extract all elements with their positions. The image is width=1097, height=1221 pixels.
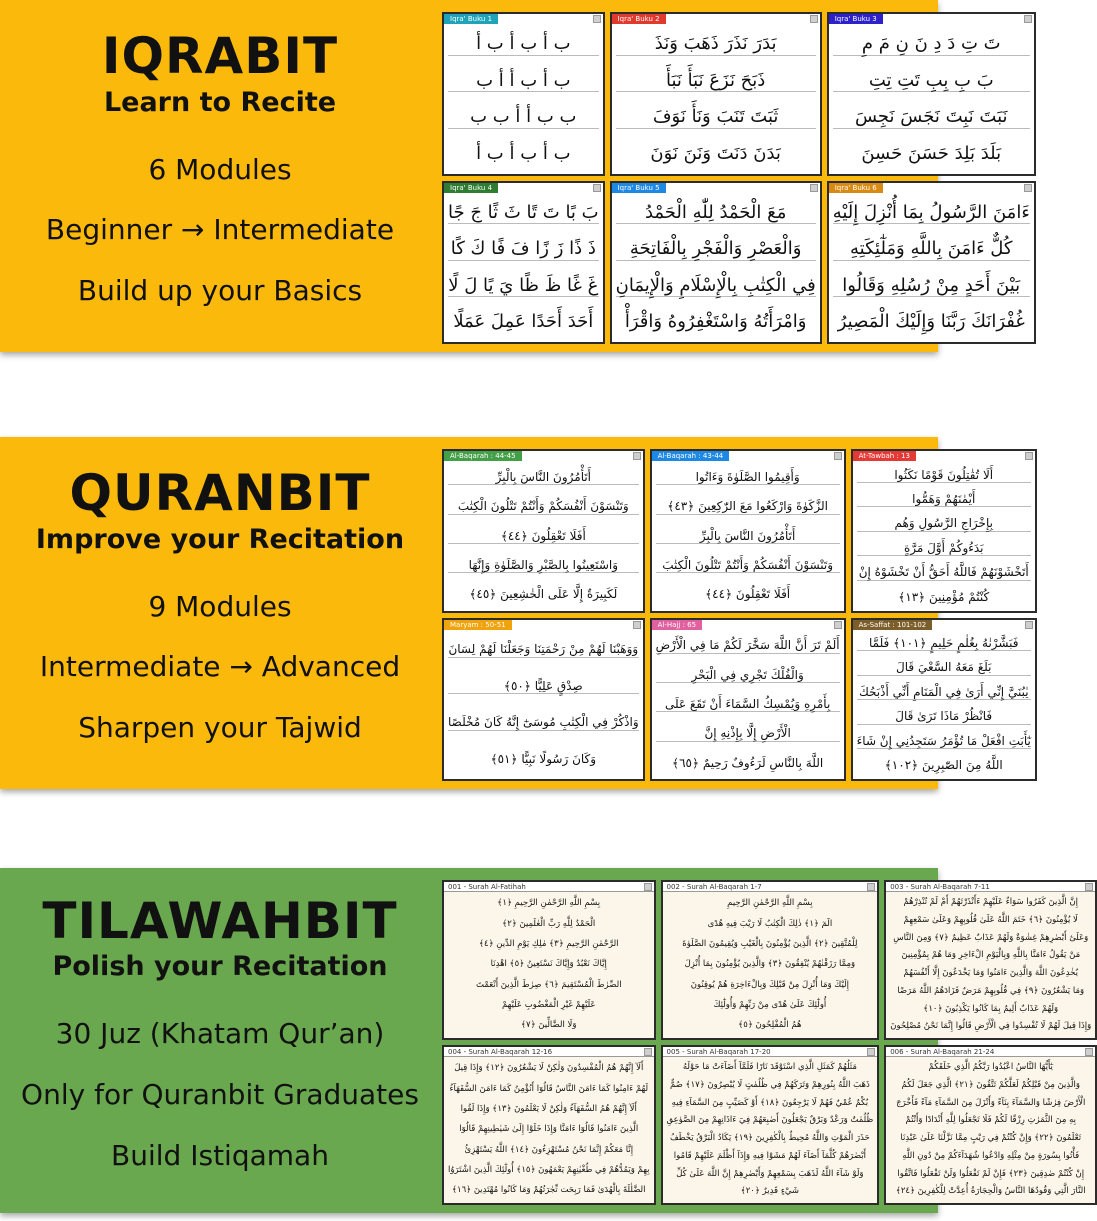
- quranbit-card[interactable]: [851, 449, 1037, 613]
- text-line: الَّذِينَ ءَامَنُوا قَالُوٓا ءَامَنَّا وَإِذَا خَلَوْا إِلَىٰ شَيٰطِينِهِمْ قَالُوٓا: [459, 1124, 639, 1135]
- text-line: صِدْقٍ عَلِيًّا ﴿٥٠﴾: [448, 679, 639, 694]
- text-line: وَامْرَأَتُهُ وَاسْتَغْفِرُوهُ وَاقْرَأْ: [624, 311, 807, 333]
- text-line: أَبْصٰرَهُمْ كُلَّمَآ أَضَآءَ لَهُمْ مَشَوْا فِيهِ وَإِذَآ أَظْلَمَ عَلَيْهِمْ قَامُوا: [673, 1150, 866, 1161]
- text-line: أَتَأْمُرُونَ النَّاسَ بِالْبِرِّ: [448, 470, 639, 485]
- card-corner-icon: [1024, 184, 1032, 192]
- iqrabit-card[interactable]: [610, 12, 822, 176]
- text-line: أُولٰٓئِكَ عَلَىٰ هُدًى مِنْ رَبِّهِمْ وَأُولٰٓئِكَ: [713, 999, 827, 1010]
- text-line: النَّارَ الَّتِي وَقُودُهَا النَّاسُ وَالْحِجَارَةُ أُعِدَّتْ لِلْكٰفِرِينَ ﴿٢٤﴾: [895, 1186, 1086, 1197]
- text-line: لَهُمْ ءَامِنُوا كَمَا ءَامَنَ النَّاسُ قَالُوٓا أَنُؤْمِنُ كَمَا ءَامَنَ السُّفَهَآءُ: [449, 1083, 649, 1094]
- card-title: Iqra' Buku 1: [444, 14, 498, 24]
- text-line: وَوَهَبْنَا لَهُمْ مِنْ رَحْمَتِنَا وَجَعَلْنَا لَهُمْ لِسَانَ: [448, 642, 639, 657]
- card-text: [853, 630, 1035, 780]
- card-corner-icon: [867, 883, 875, 891]
- tilawahbit-card[interactable]: [661, 880, 880, 1040]
- card-title: 004 - Surah Al-Baqarah 12-16: [444, 1047, 654, 1057]
- iqrabit-card[interactable]: [827, 181, 1036, 345]
- text-line: فَبَشَّرْنٰهُ بِغُلٰمٍ حَلِيمٍ ﴿١٠١﴾ فَلَمَّا: [857, 636, 1031, 651]
- card-corner-icon: [834, 621, 842, 629]
- tilawahbit-card[interactable]: [884, 880, 1097, 1040]
- iqrabit-goal: Build up your Basics: [77, 274, 363, 308]
- card-text: [612, 193, 820, 343]
- text-line: يٰبُنَيَّ إِنِّي أَرَىٰ فِي الْمَنَامِ أَنِّي أَذْبَحُكَ: [857, 685, 1031, 700]
- card-title: At-Tawbah : 13: [853, 451, 916, 461]
- text-line: مَنْ يَقُولُ ءَامَنَّا بِاللَّهِ وَبِالْيَوْمِ الْءَاخِرِ وَمَا هُمْ بِمُؤْمِنِينَ: [901, 950, 1081, 961]
- card-corner-icon: [593, 15, 601, 23]
- text-line: وَتَنْسَوْنَ أَنْفُسَكُمْ وَأَنْتُمْ تَتْلُونَ الْكِتٰبَ: [656, 558, 840, 573]
- text-line: وَاسْتَعِينُوا بِالصَّبْرِ وَالصَّلَوٰةِ وَإِنَّهَا: [448, 558, 639, 573]
- text-line: مَعَ الْحَمْدُ لِلّٰهِ الْحَمْدُ: [616, 202, 816, 225]
- text-line: بَدَءُوكُمْ أَوَّلَ مَرَّةٍ: [857, 541, 1031, 556]
- card-corner-icon: [644, 883, 652, 891]
- card-title: 002 - Surah Al-Baqarah 1-7: [663, 882, 878, 892]
- text-line: وَلَا الضَّالِّينَ ﴿٧﴾: [521, 1020, 577, 1031]
- iqrabit-level: Beginner → Intermediate: [45, 213, 395, 247]
- card-text: [652, 461, 844, 611]
- text-line: لَا يُؤْمِنُونَ ﴿٦﴾ خَتَمَ اللَّهُ عَلَىٰ قُلُوبِهِمْ وَعَلَىٰ سَمْعِهِمْ: [903, 914, 1078, 925]
- card-title: 006 - Surah Al-Baqarah 21-24: [886, 1047, 1095, 1057]
- text-line: أَلَمْ تَرَ أَنَّ اللَّهَ سَخَّرَ لَكُمْ مَا فِي الْأَرْضِ: [655, 638, 840, 653]
- card-text: [829, 193, 1034, 343]
- text-line: الْحَمْدُ لِلَّهِ رَبِّ الْعٰلَمِينَ ﴿٢﴾: [502, 918, 596, 929]
- text-line: بَ بًا تَ تًا ثَ ثًا جَ جًا: [448, 201, 599, 223]
- text-line: أَتَخْشَوْنَهُمْ فَاللَّهُ أَحَقُّ أَنْ تَخْشَوْهُ إِنْ: [857, 565, 1031, 580]
- text-line: ب أ ب أ ب أ: [476, 142, 571, 164]
- text-line: اللَّهُ مِنَ الصّٰبِرِينَ ﴿١٠٢﴾: [884, 758, 1003, 773]
- text-line: اللَّهَ بِالنَّاسِ لَرَءُوفٌ رَحِيمٌ ﴿٦٥﴾: [672, 755, 824, 770]
- card-title: 005 - Surah Al-Baqarah 17-20: [663, 1047, 878, 1057]
- text-line: تَعْلَمُونَ ﴿٢٢﴾ وَإِنْ كُنْتُمْ فِي رَيْبٍ مِمَّا نَزَّلْنَا عَلَىٰ عَبْدِنَا: [900, 1133, 1082, 1144]
- text-line: بِسْمِ اللَّهِ الرَّحْمٰنِ الرَّحِيمِ: [727, 898, 813, 909]
- text-line: حَذَرَ الْمَوْتِ وَاللَّهُ مُحِيطٌ بِالْكٰفِرِينَ ﴿١٩﴾ يَكَادُ الْبَرْقُ يَخْطَفُ: [669, 1133, 870, 1144]
- text-line: وَلَوْ شَآءَ اللَّهُ لَذَهَبَ بِسَمْعِهِمْ وَأَبْصٰرِهِمْ إِنَّ اللَّهَ عَلَىٰ كُلِّ: [676, 1168, 864, 1179]
- text-line: أَيْمٰنَهُمْ وَهَمُّوا: [857, 492, 1031, 507]
- text-line: وَتَنْسَوْنَ أَنْفُسَكُمْ وَأَنْتُمْ تَتْلُونَ الْكِتٰبَ: [448, 499, 639, 514]
- tilawahbit-panel: [0, 868, 1092, 1213]
- text-line: الْأَرْضَ فِرٰشًا وَالسَّمَآءَ بِنَآءً وَأَنْزَلَ مِنَ السَّمَآءِ مَآءً فَأَخْرَجَ: [896, 1097, 1086, 1108]
- card-corner-icon: [1085, 1048, 1093, 1056]
- tilawahbit-card[interactable]: [884, 1045, 1097, 1205]
- text-line: الزَّكَوٰةَ وَارْكَعُوا مَعَ الرّٰكِعِينَ ﴿٤٣﴾: [656, 499, 840, 514]
- text-line: أَفَلَا تَعْقِلُونَ ﴿٤٤﴾: [705, 587, 791, 602]
- quranbit-card[interactable]: [650, 618, 846, 782]
- iqrabit-card[interactable]: [442, 12, 605, 176]
- card-title: Al-Hajj : 65: [652, 620, 702, 630]
- text-line: بِهِ مِنَ الثَّمَرٰتِ رِزْقًا لَكُمْ فَلَا تَجْعَلُوا لِلَّهِ أَنْدَادًا وَأَنْتُمْ: [905, 1115, 1077, 1126]
- text-line: وَاذْكُرْ فِي الْكِتٰبِ مُوسَىٰٓ إِنَّهُ كَانَ مُخْلَصًا: [448, 715, 639, 730]
- text-line: الٓمٓ ﴿١﴾ ذٰلِكَ الْكِتٰبُ لَا رَيْبَ فِيهِ هُدًى: [707, 918, 833, 929]
- text-line: لِلْمُتَّقِينَ ﴿٢﴾ الَّذِينَ يُؤْمِنُونَ بِالْغَيْبِ وَيُقِيمُونَ الصَّلَوٰةَ: [682, 938, 858, 949]
- text-line: ثَبَتَ تَنَبَ وَنَأَ نَوَفَ: [616, 106, 816, 129]
- text-line: وَإِذَا قِيلَ لَهُمْ لَا تُفْسِدُوا فِي الْأَرْضِ قَالُوا إِنَّمَا نَحْنُ مُصْلِحُونَ: [890, 1021, 1092, 1032]
- text-line: بَدَنَ دَنَتَ وَنَنَ نَوَنَ: [650, 142, 781, 164]
- quranbit-info: [0, 437, 440, 789]
- text-line: كُلٌّ ءَامَنَ بِاللَّهِ وَمَلٰٓئِكَتِهِ: [833, 238, 1030, 261]
- card-text: [444, 630, 643, 780]
- card-text: [829, 24, 1034, 174]
- quranbit-level: Intermediate → Advanced: [39, 650, 401, 684]
- text-line: وَلَهُمْ عَذَابٌ أَلِيمٌ بِمَا كَانُوا يَكْذِبُونَ ﴿١٠﴾: [923, 1003, 1059, 1014]
- quranbit-card[interactable]: [442, 449, 645, 613]
- tilawahbit-goal: Build Istiqamah: [111, 1138, 329, 1172]
- tilawahbit-info: [0, 868, 440, 1213]
- text-line: أَتَأْمُرُونَ النَّاسَ بِالْبِرِّ: [656, 529, 840, 544]
- text-line: وَمَا يَشْعُرُونَ ﴿٩﴾ فِي قُلُوبِهِمْ مَرَضٌ فَزَادَهُمُ اللَّهُ مَرَضًا: [897, 985, 1085, 996]
- text-line: أَلَآ إِنَّهُمْ هُمُ الْمُفْسِدُونَ وَلٰكِنْ لَا يَشْعُرُونَ ﴿١٢﴾ وَإِذَا قِيلَ: [454, 1063, 644, 1074]
- text-line: وَكَانَ رَسُولًا نَبِيًّا ﴿٥١﴾: [490, 751, 597, 766]
- text-line: بُكْمٌ عُمْيٌ فَهُمْ لَا يَرْجِعُونَ ﴿١٨﴾ أَوْ كَصَيِّبٍ مِنَ السَّمَآءِ فِيهِ: [671, 1097, 869, 1108]
- card-text: [853, 461, 1035, 611]
- tilawahbit-juz: 30 Juz (Khatam Qur’an): [55, 1017, 385, 1051]
- quranbit-card[interactable]: [442, 618, 645, 782]
- text-line: وَعَلَىٰٓ أَبْصٰرِهِمْ غِشٰوَةٌ وَلَهُمْ عَذَابٌ عَظِيمٌ ﴿٧﴾ وَمِنَ النَّاسِ: [893, 932, 1089, 943]
- iqrabit-panel: [0, 0, 1030, 352]
- iqrabit-title: IQRABIT: [101, 27, 339, 86]
- text-line: ب أ ب أ ب أ: [448, 33, 599, 56]
- text-line: وَمِمَّا رَزَقْنٰهُمْ يُنْفِقُونَ ﴿٣﴾ وَالَّذِينَ يُؤْمِنُونَ بِمَا أُنْزِلَ: [684, 959, 856, 970]
- card-text: [663, 892, 878, 1038]
- text-line: بَ بِ بِبِ تَتِ تِتِ: [833, 70, 1030, 93]
- text-line: فَانْظُرْ مَاذَا تَرَىٰ قَالَ: [857, 709, 1031, 724]
- text-line: بِأَمْرِهِ وَيُمْسِكُ السَّمَاءَ أَنْ تَقَعَ عَلَى: [656, 697, 840, 712]
- text-line: إِيَّاكَ نَعْبُدُ وَإِيَّاكَ نَسْتَعِينُ ﴿٥﴾ اهْدِنَا: [490, 959, 607, 970]
- card-title: Iqra' Buku 6: [829, 183, 883, 193]
- quranbit-goal: Sharpen your Tajwid: [78, 711, 362, 745]
- quranbit-card[interactable]: [851, 618, 1037, 782]
- card-text: [612, 24, 820, 174]
- text-line: الضَّلٰلَةَ بِالْهُدَىٰ فَمَا رَبِحَت تِّجٰرَتُهُمْ وَمَا كَانُوا مُهْتَدِينَ ﴿١٦﴾: [452, 1185, 646, 1196]
- card-title: Iqra' Buku 3: [829, 14, 883, 24]
- card-corner-icon: [810, 15, 818, 23]
- text-line: وَالْفُلْكَ تَجْرِي فِي الْبَحْرِ: [656, 668, 840, 683]
- card-corner-icon: [810, 184, 818, 192]
- card-corner-icon: [867, 1048, 875, 1056]
- text-line: ذَهَبَ اللَّهُ بِنُورِهِمْ وَتَرَكَهُمْ فِي ظُلُمٰتٍ لَا يُبْصِرُونَ ﴿١٧﴾ صُمٌّ: [670, 1079, 870, 1090]
- card-text: [886, 1057, 1095, 1203]
- tilawahbit-card[interactable]: [442, 880, 656, 1040]
- card-text: [663, 1057, 878, 1203]
- text-line: ذَبَحَ نَزَعَ نَبَأَ نَبَأَ: [616, 70, 816, 93]
- card-text: [444, 24, 603, 174]
- text-line: شَيْءٍ قَدِيرٌ ﴿٢٠﴾: [740, 1186, 800, 1197]
- quranbit-card[interactable]: [650, 449, 846, 613]
- card-title: 001 - Surah Al-Fatihah: [444, 882, 654, 892]
- text-line: لَكَبِيرَةٌ إِلَّا عَلَى الْخٰشِعِينَ ﴿٤٥﴾: [469, 587, 618, 602]
- text-line: يٰٓأَيُّهَا النَّاسُ اعْبُدُوا رَبَّكُمُ الَّذِي خَلَقَكُمْ: [928, 1062, 1053, 1073]
- text-line: بَيْنَ أَحَدٍ مِنْ رُسُلِهِ وَقَالُوا: [833, 275, 1030, 298]
- card-text: [886, 892, 1095, 1038]
- card-title: Iqra' Buku 4: [444, 183, 498, 193]
- text-line: يُخٰدِعُونَ اللَّهَ وَالَّذِينَ ءَامَنُوا وَمَا يَخْدَعُونَ إِلَّا أَنْفُسَهُمْ: [903, 968, 1078, 979]
- iqrabit-tagline: Learn to Recite: [103, 86, 337, 118]
- text-line: ظُلُمٰتٌ وَرَعْدٌ وَبَرْقٌ يَجْعَلُونَ أَصٰبِعَهُمْ فِيٓ ءَاذَانِهِمْ مِنَ الصَّوٰعِقِ: [666, 1115, 874, 1126]
- text-line: هُمُ الْمُفْلِحُونَ ﴿٥﴾: [738, 1020, 802, 1031]
- text-line: إِنَّ الَّذِينَ كَفَرُوا سَوَاءٌ عَلَيْهِمْ ءَأَنْذَرْتَهُمْ أَمْ لَمْ تُنْذِرْهُمْ: [903, 897, 1079, 908]
- card-corner-icon: [1025, 452, 1033, 460]
- quranbit-modules: 9 Modules: [148, 589, 292, 623]
- text-line: الصِّرٰطَ الْمُسْتَقِيمَ ﴿٦﴾ صِرٰطَ الَّذِينَ أَنْعَمْتَ: [475, 979, 622, 990]
- card-text: [444, 461, 643, 611]
- text-line: إِنَّا مَعَكُمْ إِنَّمَا نَحْنُ مُسْتَهْزِءُونَ ﴿١٤﴾ اللَّهُ يَسْتَهْزِئُ: [464, 1144, 634, 1155]
- text-line: وَأَقِيمُوا الصَّلَوٰةَ وَءَاتُوا: [656, 470, 840, 485]
- text-line: بِإِخْرَاجِ الرَّسُولِ وَهُم: [857, 516, 1031, 531]
- text-line: وَالَّذِينَ مِنْ قَبْلِكُمْ لَعَلَّكُمْ تَتَّقُونَ ﴿٢١﴾ الَّذِي جَعَلَ لَكُمُ: [901, 1079, 1080, 1090]
- text-line: فِي الْكِتٰبِ بِالْإِسْلَامِ وَالْإِيمَانِ: [615, 274, 816, 296]
- card-text: [444, 1057, 654, 1203]
- text-line: إِنْ كُنْتُمْ صٰدِقِينَ ﴿٢٣﴾ فَإِنْ لَمْ تَفْعَلُوا وَلَنْ تَفْعَلُوا فَاتَّقُوا: [897, 1168, 1085, 1179]
- text-line: عَلَيْهِمْ غَيْرِ الْمَغْضُوبِ عَلَيْهِمْ: [501, 999, 596, 1010]
- card-corner-icon: [834, 452, 842, 460]
- text-line: وَالْعَصْرِ وَالْفَجْرِ بِالْفَاتِحَةِ: [616, 238, 816, 261]
- card-title: 003 - Surah Al-Baqarah 7-11: [886, 882, 1095, 892]
- text-line: فَأْتُوا بِسُورَةٍ مِنْ مِثْلِهِ وَادْعُوا شُهَدَآءَكُمْ مِنْ دُونِ اللَّهِ: [902, 1150, 1080, 1161]
- tilawahbit-card[interactable]: [661, 1045, 880, 1205]
- text-line: الرَّحْمٰنِ الرَّحِيمِ ﴿٣﴾ مٰلِكِ يَوْمِ الدِّينِ ﴿٤﴾: [479, 938, 619, 949]
- iqrabit-info: [0, 0, 440, 352]
- card-title: Iqra' Buku 5: [612, 183, 666, 193]
- card-title: Al-Baqarah : 44-45: [444, 451, 522, 461]
- card-text: [444, 892, 654, 1038]
- text-line: أَحَدَ أَحَدًا عَمِلَ عَمَلًا: [453, 311, 594, 333]
- tilawahbit-card[interactable]: [442, 1045, 656, 1205]
- text-line: أَلَآ إِنَّهُمْ هُمُ السُّفَهَآءُ وَلٰكِنْ لَا يَعْلَمُونَ ﴿١٣﴾ وَإِذَا لَقُوا: [460, 1103, 637, 1114]
- card-corner-icon: [633, 621, 641, 629]
- card-corner-icon: [633, 452, 641, 460]
- card-title: Al-Baqarah : 43-44: [652, 451, 730, 461]
- card-corner-icon: [593, 184, 601, 192]
- iqrabit-module-grid: [440, 0, 1030, 352]
- iqrabit-card[interactable]: [610, 181, 822, 345]
- text-line: إِلَيْكَ وَمَا أُنْزِلَ مِنْ قَبْلِكَ وَبِالْءَاخِرَةِ هُمْ يُوقِنُونَ: [690, 979, 849, 990]
- iqrabit-card[interactable]: [442, 181, 605, 345]
- text-line: أَفَلَا تَعْقِلُونَ ﴿٤٤﴾: [448, 529, 639, 544]
- tilawahbit-title: TILAWAHBIT: [42, 891, 398, 950]
- card-corner-icon: [1025, 621, 1033, 629]
- text-line: بَلَدَ بَلِدَ حَسَنَ حَسِنَ: [861, 142, 1002, 164]
- text-line: كُنْتُمْ مُؤْمِنِينَ ﴿١٣﴾: [898, 589, 990, 604]
- text-line: الْأَرْضِ إِلَّا بِإِذْنِهِ إِنَّ: [656, 726, 840, 741]
- card-title: Maryam : 50-51: [444, 620, 512, 630]
- text-line: ب ب أ أ ب ب: [448, 106, 599, 129]
- card-corner-icon: [1024, 15, 1032, 23]
- text-line: ب أ ب أ أ ب: [448, 70, 599, 93]
- text-line: أَلَا تُقٰتِلُونَ قَوْمًا نَكَثُوا: [857, 468, 1031, 483]
- card-corner-icon: [644, 1048, 652, 1056]
- card-title: Iqra' Buku 2: [612, 14, 666, 24]
- card-corner-icon: [1085, 883, 1093, 891]
- text-line: بِسْمِ اللَّهِ الرَّحْمٰنِ الرَّحِيمِ ﴿١﴾: [497, 898, 601, 909]
- card-text: [652, 630, 844, 780]
- quranbit-title: QURANBIT: [69, 464, 371, 523]
- text-line: بِهِمْ وَيَمُدُّهُمْ فِي طُغْيٰنِهِمْ يَعْمَهُونَ ﴿١٥﴾ أُولٰٓئِكَ الَّذِينَ اشْتَرَوُا: [448, 1164, 650, 1175]
- text-line: بَلَغَ مَعَهُ السَّعْيَ قَالَ: [857, 660, 1031, 675]
- text-line: غَ غًا ظَ ظًا يَ يًا لَ لًا: [448, 274, 599, 296]
- quranbit-panel: [0, 437, 1031, 789]
- quranbit-tagline: Improve your Recitation: [35, 523, 405, 555]
- text-line: يٰٓأَبَتِ افْعَلْ مَا تُؤْمَرُ سَتَجِدُنِي إِنْ شَاءَ: [856, 733, 1031, 748]
- card-title: As-Saffat : 101-102: [853, 620, 933, 630]
- tilawahbit-juz-grid: [440, 868, 1092, 1213]
- text-line: بَدَرَ نَذَرَ ذَهَبَ وَنَذَ: [616, 33, 816, 56]
- text-line: مَثَلُهُمْ كَمَثَلِ الَّذِي اسْتَوْقَدَ نَارًا فَلَمَّآ أَضَآءَتْ مَا حَوْلَهُ: [682, 1062, 857, 1073]
- card-text: [444, 193, 603, 343]
- text-line: نَبَتَ نَبِتَ نَجَسَ نَجِسَ: [833, 106, 1030, 129]
- iqrabit-card[interactable]: [827, 12, 1036, 176]
- quranbit-module-grid: [440, 437, 1031, 789]
- text-line: غُفْرَانَكَ رَبَّنَا وَإِلَيْكَ الْمَصِيرُ: [837, 311, 1025, 333]
- text-line: ذَ ذًا زَ زًا فَ فًا كَ كًا: [448, 238, 599, 261]
- tilawahbit-eligibility: Only for Quranbit Graduates: [21, 1077, 419, 1111]
- text-line: تَ تِ دَ دِ نَ نِ مَ مِ: [833, 33, 1030, 56]
- tilawahbit-tagline: Polish your Recitation: [52, 951, 388, 983]
- iqrabit-modules: 6 Modules: [148, 152, 292, 186]
- text-line: ءَامَنَ الرَّسُولُ بِمَا أُنْزِلَ إِلَيْهِ: [832, 201, 1030, 223]
